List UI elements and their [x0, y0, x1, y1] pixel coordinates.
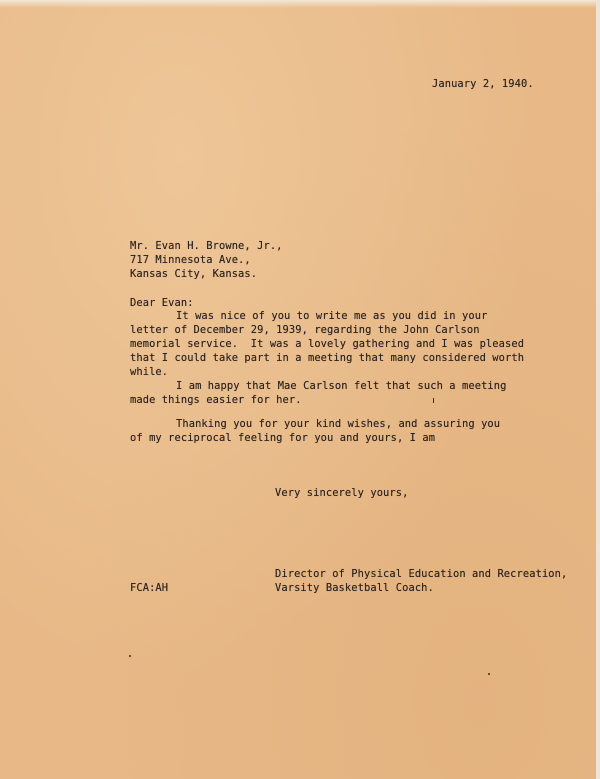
paragraph-3-line-2: of my reciprocal feeling for you and yours, I am: [130, 432, 436, 444]
salutation: Dear Evan:: [130, 297, 194, 309]
paragraph-2-line-1: I am happy that Mae Carlson felt that such a meeting: [176, 380, 507, 392]
recipient-street: 717 Minnesota Ave.,: [130, 254, 251, 266]
recipient-city: Kansas City, Kansas.: [130, 268, 258, 280]
paragraph-2-line-2: made things easier for her.: [130, 394, 302, 406]
paper-speck: [129, 655, 131, 657]
complimentary-closing: Very sincerely yours,: [275, 487, 409, 499]
signer-title-line-1: Director of Physical Education and Recreation,: [275, 568, 568, 580]
paragraph-1-line-2: letter of December 29, 1939, regarding the John Carlson: [130, 324, 480, 336]
letter-date: January 2, 1940.: [432, 78, 534, 90]
paper-top-edge: [0, 0, 600, 8]
paragraph-3-line-1: Thanking you for your kind wishes, and assuring you: [176, 418, 501, 430]
paper-right-edge: [596, 0, 600, 779]
paragraph-1-line-3: memorial service. It was a lovely gathering and I was pleased: [130, 338, 525, 350]
paper-speck: [433, 398, 434, 403]
paragraph-1-line-1: It was nice of you to write me as you did in your: [176, 310, 488, 322]
reference-initials: FCA:AH: [130, 582, 169, 594]
paragraph-1-line-5: while.: [130, 366, 169, 378]
paper-speck: [488, 673, 490, 675]
paragraph-1-line-4: that I could take part in a meeting that many considered worth: [130, 352, 525, 364]
signer-title-line-2: Varsity Basketball Coach.: [275, 582, 434, 594]
recipient-name: Mr. Evan H. Browne, Jr.,: [130, 240, 283, 252]
